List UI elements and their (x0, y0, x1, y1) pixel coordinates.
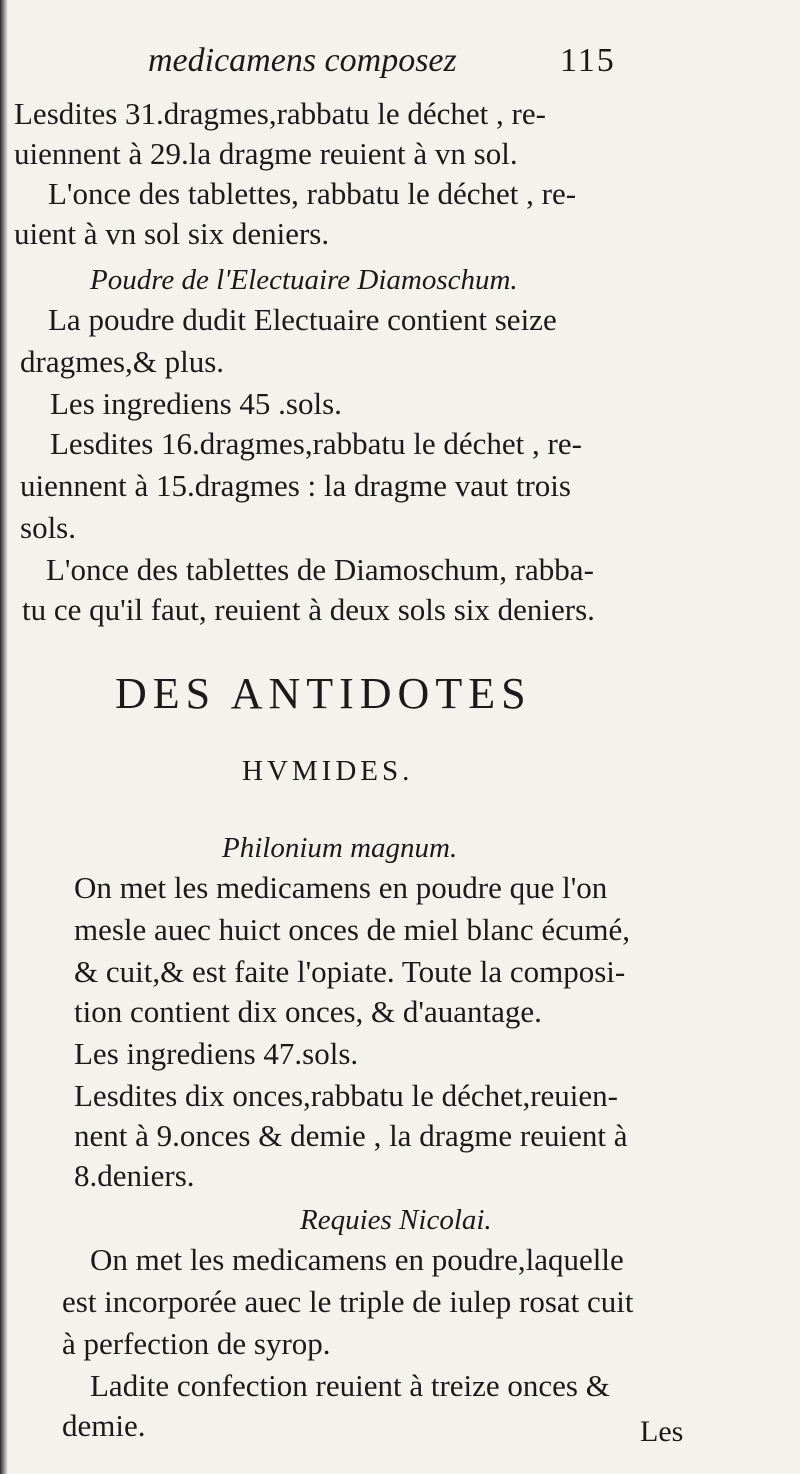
section-subtitle: HVMIDES. (242, 755, 414, 787)
text-line: uiennent à 29.la dragme reuient à vn sol. (14, 136, 518, 171)
text-line: On met les medicamens en poudre,laquelle (90, 1242, 624, 1277)
recipe-heading: Philonium magnum. (222, 832, 458, 864)
text-line: Ladite confection reuient à treize onces & (90, 1368, 610, 1403)
page-gutter-shadow (0, 0, 8, 1474)
text-line: à perfection de syrop. (62, 1326, 331, 1361)
text-line: uiennent à 15.dragmes : la dragme vaut trois (20, 468, 571, 503)
page-header (0, 42, 800, 92)
text-line: mesle auec huict onces de miel blanc écumé, (74, 912, 631, 947)
text-line: sols. (20, 510, 76, 545)
page-number: 115 (560, 42, 616, 79)
section-title: DES ANTIDOTES (115, 669, 532, 718)
text-line: On met les medicamens en poudre que l'on (74, 870, 608, 905)
text-line: Lesdites 31.dragmes,rabbatu le déchet , re- (14, 96, 546, 131)
recipe-heading: Requies Nicolai. (300, 1204, 492, 1236)
running-head: medicamens composez (148, 42, 457, 79)
text-line: 8.deniers. (74, 1158, 195, 1193)
text-line: tion contient dix onces, & d'auantage. (74, 994, 542, 1029)
text-line: Les ingrediens 47.sols. (74, 1036, 359, 1071)
text-line: L'once des tablettes de Diamoschum, rabba- (46, 552, 594, 587)
recipe-heading: Poudre de l'Electuaire Diamoschum. (90, 264, 518, 296)
text-line: & cuit,& est faite l'opiate. Toute la composi- (74, 954, 626, 989)
text-line: Lesdites dix onces,rabbatu le déchet,reuien- (74, 1078, 618, 1113)
text-line: Les ingrediens 45 .sols. (50, 386, 342, 421)
text-line: dragmes,& plus. (20, 344, 225, 379)
text-line: Lesdites 16.dragmes,rabbatu le déchet , re- (50, 426, 582, 461)
text-line: est incorporée auec le triple de iulep rosat cuit (62, 1284, 634, 1319)
text-line: demie. (62, 1408, 146, 1443)
catchword: Les (640, 1415, 684, 1448)
text-line: nent à 9.onces & demie , la dragme reuient à (74, 1118, 628, 1153)
text-line: La poudre dudit Electuaire contient seize (48, 302, 557, 337)
text-line: tu ce qu'il faut, reuient à deux sols six deniers. (22, 592, 595, 627)
text-line: uient à vn sol six deniers. (14, 216, 330, 251)
text-line: L'once des tablettes, rabbatu le déchet , re- (48, 176, 577, 211)
